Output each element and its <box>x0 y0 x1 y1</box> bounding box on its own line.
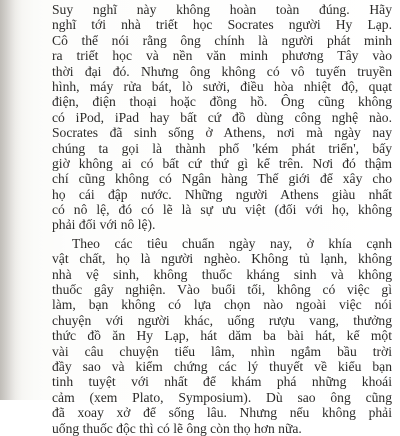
paragraph-1-line-3: Cô thể nói rằng ông chính là người phát minh <box>52 32 392 48</box>
paragraph-1-line-11: giờ không ai có bất cứ thứ gì kể trên. Nơi đó thậm <box>52 155 392 171</box>
paragraph-2-line-2: vật chất, họ là người nghèo. Không tủ lạnh, không <box>52 251 392 267</box>
paragraph-2-line-1: Theo các tiêu chuẩn ngày nay, ở khía cạnh <box>72 235 392 251</box>
paragraph-1-line-2: nghĩ tới nhà triết học Socrates người Hy Lạp. <box>52 17 392 33</box>
paragraph-2-line-8: vài câu chuyện tiếu lâm, nhìn ngắm bầu trời <box>52 343 392 359</box>
paragraph-1-line-5: thời đại đó. Nhưng ông không có vô tuyến truyền <box>52 63 392 79</box>
paragraph-1-line-8: có iPod, iPad hay bất cứ đồ dùng công nghệ nào. <box>52 109 392 125</box>
text-block <box>52 2 392 436</box>
paragraph-1-line-1: Suy nghĩ này không hoàn toàn đúng. Hãy <box>52 2 392 17</box>
paragraph-2-line-11: cảm (xem Plato, Symposium). Dù sao ông cũng <box>52 389 392 405</box>
paragraph-2-line-9: đầy sao và kiểm chứng các lý thuyết về kiểu bạn <box>52 358 392 374</box>
paragraph-2-line-3: nhà vệ sinh, không thuốc kháng sinh và không <box>52 266 392 282</box>
paragraph-2-line-12: đã xoay xở để sống lâu. Nhưng nếu không phải <box>52 405 392 421</box>
paragraph-1-line-12: chí cũng không có Ngân hàng Thế giới để xây cho <box>52 171 392 187</box>
paragraph-2-line-4: thuốc gây nghiện. Vào buổi tối, không có việc gì <box>52 282 392 298</box>
paragraph-2-line-5: làm, bạn không có lựa chọn nào ngoài việc nói <box>52 297 392 313</box>
paragraph-2-line-13: uống thuốc độc thì có lẽ ông còn thọ hơn nữa. <box>52 420 302 436</box>
paragraph-1-line-14: có nô lệ, đó có lẽ là sự ưu việt (đối với họ, không <box>52 202 392 218</box>
paragraph-1 <box>52 2 392 233</box>
paragraph-2-line-6: chuyện với người khác, uống rượu vang, thưởng <box>52 312 392 328</box>
paragraph-1-line-15: phải đối với nô lệ). <box>52 217 156 233</box>
paragraph-2 <box>52 236 392 436</box>
paragraph-1-line-7: điện, điện thoại hoặc đồng hồ. Ông cũng không <box>52 94 392 110</box>
page-gutter-shadow <box>0 0 22 400</box>
paragraph-2-line-7: thức đồ ăn Hy Lạp, hát dăm ba bài hát, kể một <box>52 328 392 344</box>
paragraph-1-line-10: chúng ta gọi là thành phố 'kém phát triển', bấy <box>52 140 392 156</box>
paragraph-1-line-4: ra triết học và nền văn minh phương Tây vào <box>52 48 392 64</box>
paragraph-2-line-10: tinh tuyệt với nhất để khám phá những khoái <box>52 374 392 390</box>
paragraph-1-line-9: Socrates đã sinh sống ở Athens, nơi mà ngày nay <box>52 125 392 141</box>
paragraph-1-line-13: họ cái đập nước. Những người Athens giàu nhất <box>52 186 392 202</box>
paragraph-1-line-6: hình, máy rửa bát, lò sưởi, điều hòa nhiệt độ, quạt <box>52 78 392 94</box>
